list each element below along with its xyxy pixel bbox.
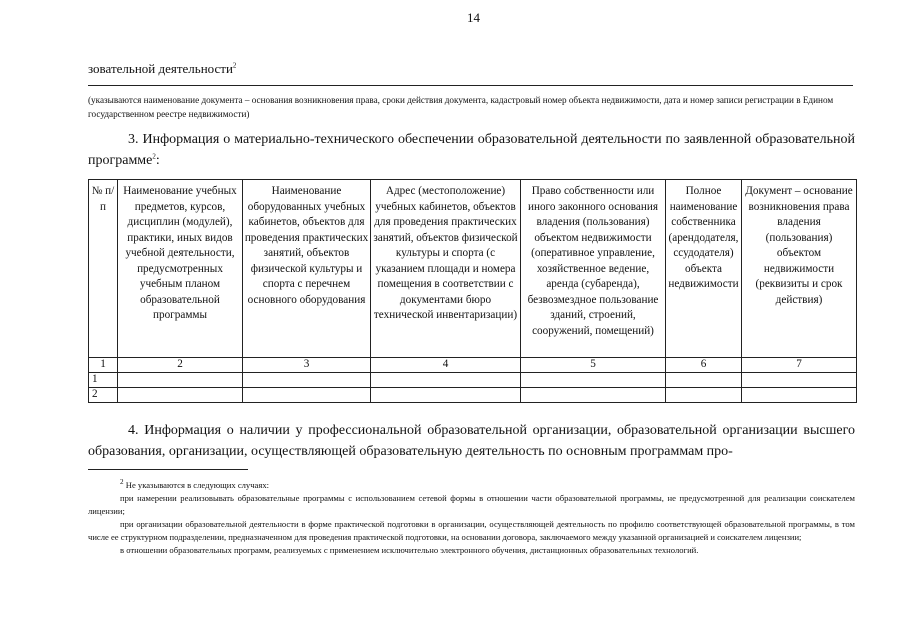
column-number: 1: [89, 358, 118, 373]
table-cell: [742, 373, 857, 388]
table-cell: [243, 388, 371, 403]
fill-in-note: (указываются наименование документа – основания возникновения права, сроки действия документа, кадастровый номер объекта недвижимости, дата и номер записи регистрации в Едином государственном реестре недвижимости): [88, 95, 834, 119]
continued-text-line: [88, 61, 236, 77]
footnote-item: в отношении образовательных программ, реализуемых с применением исключительно электронного обучения, дистанционных образовательных технологий.: [120, 544, 699, 555]
table-cell: [118, 373, 243, 388]
footnote-ref: 2: [152, 152, 156, 161]
column-number: 4: [371, 358, 521, 373]
footnote-item: при организации образовательной деятельности в форме практической подготовки в организации, осуществляющей деятельность по профилю соответствующей образовательной программы, в том числе ее структурном подразделении, предназначенном для проведения практической подготовки, на основании договора, заключаемого между указанной организацией и соискателем лицензии;: [88, 518, 855, 542]
continued-text: зовательной деятельности: [88, 61, 233, 76]
footnote-title-line: [88, 476, 855, 492]
header-cell-ownership: Право собственности или иного законного основания владения (пользования) объектом недвижимости (оперативное управление, хозяйственное ведение, аренда (субаренда), безвозмездное пользование зданий, строений, сооружений, помещений): [521, 180, 666, 358]
section-3-colon: :: [155, 153, 160, 168]
row-number: 2: [89, 388, 118, 403]
column-number: 5: [521, 358, 666, 373]
column-number: 7: [742, 358, 857, 373]
table-cell: [521, 373, 666, 388]
section-3-heading: [88, 129, 855, 171]
column-number: 6: [666, 358, 742, 373]
table-cell: [521, 388, 666, 403]
header-cell-rooms: Наименование оборудованных учебных кабинетов, объектов для проведения практических занятий, объектов физической культуры и спорта с перечнем основного оборудования: [243, 180, 371, 358]
footnote-separator: [88, 469, 248, 470]
column-number: 3: [243, 358, 371, 373]
table-row: [89, 388, 857, 403]
table-cell: [371, 388, 521, 403]
table-cell: [742, 388, 857, 403]
column-number: 2: [118, 358, 243, 373]
fill-in-line: [88, 85, 853, 86]
page-number: 14: [467, 10, 480, 25]
footnote-mark: 2: [120, 478, 124, 486]
footnote-title: Не указываются в следующих случаях:: [125, 479, 270, 490]
footnote-item: при намерении реализовывать образовательные программы с использованием сетевой формы в отношении части образовательной программы, не предусмотренной для реализации соискателем лицензии;: [88, 492, 855, 516]
footnotes: [88, 476, 855, 557]
header-cell-document: Документ – основание возникновения права владения (пользования) объектом недвижимости (реквизиты и срок действия): [742, 180, 857, 358]
table-header-row: [89, 180, 857, 358]
column-number-row: [89, 358, 857, 373]
material-support-table: [88, 179, 857, 403]
header-cell-address: Адрес (местоположение) учебных кабинетов, объектов для проведения практических занятий, объектов физической культуры и спорта (с указанием площади и номера помещения в соответствии с документами бюро технической инвентаризации): [371, 180, 521, 358]
table-cell: [666, 373, 742, 388]
row-number: 1: [89, 373, 118, 388]
table-row: [89, 373, 857, 388]
table-cell: [666, 388, 742, 403]
header-cell-owner: Полное наименование собственника (арендодателя, ссудодателя) объекта недвижимости: [666, 180, 742, 358]
table-cell: [118, 388, 243, 403]
table-cell: [371, 373, 521, 388]
header-cell-subjects: Наименование учебных предметов, курсов, дисциплин (модулей), практики, иных видов учебной деятельности, предусмотренных учебным планом образовательной программы: [118, 180, 243, 358]
section-3-text: 3. Информация о материально-технического обеспечении образовательной деятельности по заявленной образовательной программе: [88, 132, 855, 168]
section-4-text: 4. Информация о наличии у профессиональной образовательной организации, образовательной организации высшего образования, организации, осуществляющей образовательную деятельность по основным программам про-: [88, 423, 855, 459]
footnote-ref: 2: [232, 61, 237, 70]
table-cell: [243, 373, 371, 388]
header-cell-number: № п/п: [89, 180, 118, 358]
